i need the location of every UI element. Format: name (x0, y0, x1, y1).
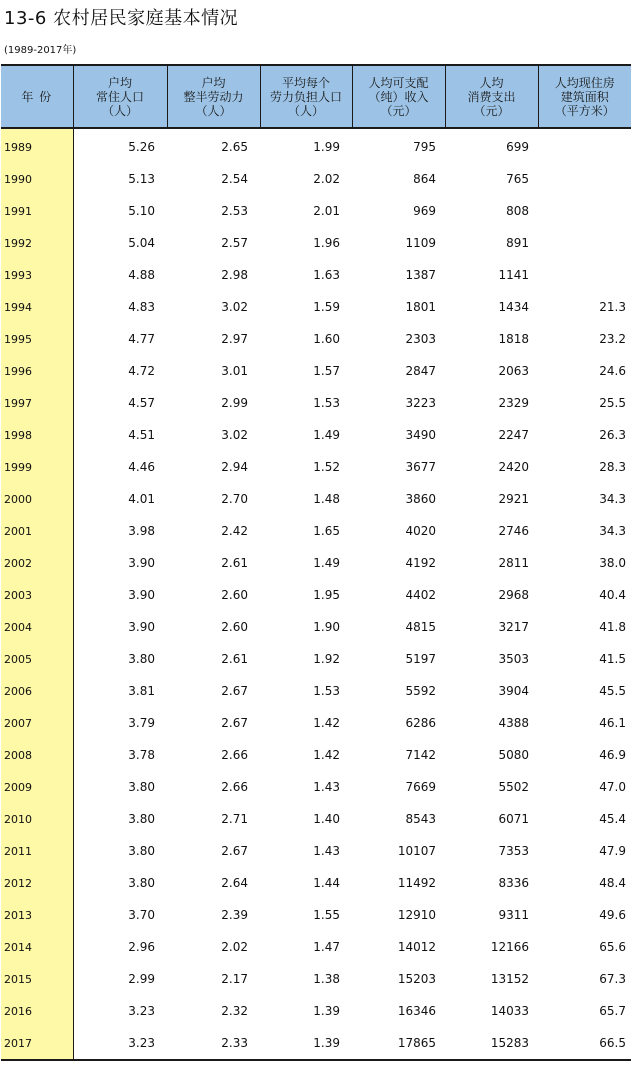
labor-force-cell: 2.66 (221, 748, 248, 762)
household-size-cell: 2.99 (128, 972, 155, 986)
housing-area-cell: 34.3 (599, 524, 626, 538)
header-line: （人） (287, 103, 324, 118)
consumption-cell: 765 (506, 172, 529, 186)
housing-area-cell: 65.6 (599, 940, 626, 954)
income-cell: 4192 (405, 556, 436, 570)
year-cell: 1991 (1, 195, 73, 227)
consumption-cell: 2811 (498, 556, 529, 570)
avg-household-size-header (73, 65, 167, 128)
income-cell: 7142 (405, 748, 436, 762)
dependents-cell: 1.44 (313, 876, 340, 890)
household-size-cell: 3.80 (128, 652, 155, 666)
consumption-cell: 13152 (490, 972, 529, 986)
dependents-cell: 1.43 (313, 780, 340, 794)
table-row (1, 355, 631, 387)
housing-area-cell (538, 128, 631, 163)
year-cell: 1990 (1, 163, 73, 195)
dependents-cell: 1.57 (313, 364, 340, 378)
dependents-cell: 1.49 (313, 556, 340, 570)
year-cell: 1998 (1, 419, 73, 451)
consumption-cell: 5502 (498, 780, 529, 794)
year-cell: 2001 (1, 515, 73, 547)
per-capita-consumption-header (445, 65, 538, 128)
header-line: （元） (473, 103, 510, 118)
header-line: 户均 (201, 75, 226, 90)
consumption-cell: 6071 (498, 812, 529, 826)
consumption-cell: 2420 (498, 460, 529, 474)
rural-household-table (1, 64, 631, 1061)
dependents-cell: 1.99 (313, 140, 340, 154)
dependents-cell: 1.65 (313, 524, 340, 538)
labor-force-cell: 2.53 (221, 204, 248, 218)
household-size-cell: 4.83 (128, 300, 155, 314)
labor-force-cell: 2.94 (221, 460, 248, 474)
housing-area-cell: 24.6 (599, 364, 626, 378)
housing-area-cell: 21.3 (599, 300, 626, 314)
labor-force-cell: 2.66 (221, 780, 248, 794)
consumption-cell: 9311 (498, 908, 529, 922)
table-row (1, 195, 631, 227)
header-line: 消费支出 (467, 89, 516, 104)
labor-force-cell: 3.02 (221, 428, 248, 442)
household-size-cell: 3.80 (128, 876, 155, 890)
table-row (1, 643, 631, 675)
housing-area-cell (538, 227, 631, 259)
consumption-cell: 2063 (498, 364, 529, 378)
income-cell: 864 (413, 172, 436, 186)
header-line: 整半劳动力 (183, 89, 244, 104)
header-line: 人均可支配 (368, 75, 429, 90)
income-cell: 7669 (405, 780, 436, 794)
labor-force-cell: 2.71 (221, 812, 248, 826)
household-size-cell: 3.90 (128, 588, 155, 602)
table-row (1, 867, 631, 899)
income-cell: 4402 (405, 588, 436, 602)
header-line: （平方米） (554, 103, 615, 118)
labor-force-cell: 2.33 (167, 1027, 260, 1060)
table-row (1, 579, 631, 611)
table-row (1, 323, 631, 355)
labor-force-cell: 2.65 (221, 140, 248, 154)
housing-area-cell: 45.5 (599, 684, 626, 698)
labor-force-cell: 2.32 (221, 1004, 248, 1018)
dependents-cell: 1.39 (313, 1004, 340, 1018)
year-cell: 2005 (1, 643, 73, 675)
table-row (1, 128, 631, 163)
housing-area-cell (538, 195, 631, 227)
consumption-cell: 2746 (498, 524, 529, 538)
table-row (1, 451, 631, 483)
year-cell: 2010 (1, 803, 73, 835)
housing-area-cell: 49.6 (599, 908, 626, 922)
housing-area-cell: 25.5 (599, 396, 626, 410)
dependents-cell: 1.92 (313, 652, 340, 666)
consumption-cell: 891 (506, 236, 529, 250)
household-size-cell: 4.51 (128, 428, 155, 442)
dependents-cell: 1.60 (313, 332, 340, 346)
housing-area-cell: 23.2 (599, 332, 626, 346)
housing-area-cell: 41.8 (599, 620, 626, 634)
consumption-cell: 808 (506, 204, 529, 218)
year-cell: 2004 (1, 611, 73, 643)
household-size-cell: 3.90 (128, 556, 155, 570)
household-size-cell: 5.13 (128, 172, 155, 186)
header-line: 劳力负担人口 (269, 89, 342, 104)
consumption-cell: 2921 (498, 492, 529, 506)
housing-area-cell (538, 163, 631, 195)
housing-area-cell: 46.1 (599, 716, 626, 730)
labor-force-cell: 2.42 (221, 524, 248, 538)
household-size-cell: 3.78 (128, 748, 155, 762)
dependents-cell: 1.39 (260, 1027, 352, 1060)
income-cell: 5197 (405, 652, 436, 666)
consumption-cell: 8336 (498, 876, 529, 890)
consumption-cell: 3503 (498, 652, 529, 666)
household-size-cell: 3.80 (128, 812, 155, 826)
income-cell: 11492 (397, 876, 436, 890)
dependents-cell: 1.43 (313, 844, 340, 858)
income-cell: 1387 (405, 268, 436, 282)
labor-force-cell: 2.99 (221, 396, 248, 410)
year-cell: 2007 (1, 707, 73, 739)
dependents-per-laborer-header (260, 65, 352, 128)
year-cell: 2017 (1, 1027, 73, 1060)
income-cell: 4020 (405, 524, 436, 538)
dependents-cell: 1.49 (313, 428, 340, 442)
housing-area-cell: 48.4 (599, 876, 626, 890)
year-cell: 1994 (1, 291, 73, 323)
consumption-cell: 3904 (498, 684, 529, 698)
header-line: 年 份 (21, 89, 53, 104)
dependents-cell: 1.95 (313, 588, 340, 602)
table-row (1, 1027, 631, 1060)
dependents-cell: 1.53 (313, 684, 340, 698)
avg-labor-force-header (167, 65, 260, 128)
dependents-cell: 1.48 (313, 492, 340, 506)
housing-area-cell: 66.5 (538, 1027, 631, 1060)
housing-area-cell: 40.4 (599, 588, 626, 602)
consumption-cell: 14033 (490, 1004, 529, 1018)
year-cell: 1993 (1, 259, 73, 291)
dependents-cell: 1.52 (313, 460, 340, 474)
housing-area-cell: 47.9 (599, 844, 626, 858)
year-cell: 2008 (1, 739, 73, 771)
consumption-cell: 2247 (498, 428, 529, 442)
labor-force-cell: 2.70 (221, 492, 248, 506)
income-cell: 2847 (405, 364, 436, 378)
income-cell: 4815 (405, 620, 436, 634)
dependents-cell: 1.42 (313, 748, 340, 762)
consumption-cell: 1141 (498, 268, 529, 282)
dependents-cell: 2.01 (313, 204, 340, 218)
household-size-cell: 5.04 (128, 236, 155, 250)
household-size-cell: 2.96 (128, 940, 155, 954)
income-cell: 969 (413, 204, 436, 218)
dependents-cell: 1.90 (313, 620, 340, 634)
year-cell: 1996 (1, 355, 73, 387)
household-size-cell: 3.90 (128, 620, 155, 634)
header-row (1, 65, 631, 128)
household-size-cell: 4.88 (128, 268, 155, 282)
year-header (1, 65, 73, 128)
household-size-cell: 3.79 (128, 716, 155, 730)
income-cell: 8543 (405, 812, 436, 826)
household-size-cell: 3.98 (128, 524, 155, 538)
household-size-cell: 4.72 (128, 364, 155, 378)
income-cell: 17865 (352, 1027, 445, 1060)
income-cell: 3223 (405, 396, 436, 410)
housing-area-cell: 26.3 (599, 428, 626, 442)
household-size-cell: 3.80 (128, 780, 155, 794)
housing-area-cell: 47.0 (599, 780, 626, 794)
income-cell: 3677 (405, 460, 436, 474)
table-row (1, 739, 631, 771)
header-line: 人均 (479, 75, 504, 90)
header-line: 户均 (107, 75, 132, 90)
household-size-cell: 4.46 (128, 460, 155, 474)
household-size-cell: 5.26 (128, 140, 155, 154)
consumption-cell: 3217 (498, 620, 529, 634)
per-capita-income-header (352, 65, 445, 128)
household-size-cell: 3.23 (128, 1004, 155, 1018)
labor-force-cell: 2.98 (221, 268, 248, 282)
housing-area-cell: 41.5 (599, 652, 626, 666)
consumption-cell: 699 (506, 140, 529, 154)
table-row (1, 963, 631, 995)
consumption-cell: 2329 (498, 396, 529, 410)
income-cell: 6286 (405, 716, 436, 730)
labor-force-cell: 2.60 (221, 620, 248, 634)
year-cell: 2003 (1, 579, 73, 611)
header-line: （人） (101, 103, 138, 118)
income-cell: 1109 (405, 236, 436, 250)
year-cell: 1997 (1, 387, 73, 419)
header-line: 建筑面积 (560, 89, 609, 104)
labor-force-cell: 2.54 (221, 172, 248, 186)
income-cell: 12910 (397, 908, 436, 922)
header-line: （人） (195, 103, 232, 118)
header-line: （纯）收入 (368, 89, 429, 104)
consumption-cell: 1434 (498, 300, 529, 314)
housing-area-cell (538, 259, 631, 291)
table-row (1, 419, 631, 451)
consumption-cell: 12166 (490, 940, 529, 954)
table-row (1, 803, 631, 835)
income-cell: 3860 (405, 492, 436, 506)
income-cell: 15203 (397, 972, 436, 986)
household-size-cell: 3.70 (128, 908, 155, 922)
year-cell: 1999 (1, 451, 73, 483)
dependents-cell: 1.59 (313, 300, 340, 314)
household-size-cell: 4.77 (128, 332, 155, 346)
consumption-cell: 1818 (498, 332, 529, 346)
table-row (1, 483, 631, 515)
consumption-cell: 7353 (498, 844, 529, 858)
labor-force-cell: 2.17 (221, 972, 248, 986)
labor-force-cell: 2.61 (221, 652, 248, 666)
dependents-cell: 1.42 (313, 716, 340, 730)
header-line: 平均每个 (281, 75, 330, 90)
income-cell: 16346 (397, 1004, 436, 1018)
dependents-cell: 1.96 (313, 236, 340, 250)
dependents-cell: 1.40 (313, 812, 340, 826)
labor-force-cell: 3.01 (221, 364, 248, 378)
housing-area-cell: 34.3 (599, 492, 626, 506)
housing-area-cell: 65.7 (599, 1004, 626, 1018)
table-row (1, 291, 631, 323)
household-size-cell: 5.10 (128, 204, 155, 218)
labor-force-cell: 2.57 (221, 236, 248, 250)
income-cell: 2303 (405, 332, 436, 346)
header-line: （元） (380, 103, 417, 118)
header-line: 人均现住房 (554, 75, 615, 90)
dependents-cell: 1.47 (313, 940, 340, 954)
year-cell: 2016 (1, 995, 73, 1027)
dependents-cell: 1.63 (313, 268, 340, 282)
table-row (1, 835, 631, 867)
consumption-cell: 2968 (498, 588, 529, 602)
header-line: 常住人口 (95, 89, 144, 104)
table-row (1, 259, 631, 291)
income-cell: 3490 (405, 428, 436, 442)
table-row (1, 163, 631, 195)
dependents-cell: 1.53 (313, 396, 340, 410)
labor-force-cell: 2.67 (221, 844, 248, 858)
household-size-cell: 3.23 (73, 1027, 167, 1060)
table-row (1, 515, 631, 547)
year-cell: 2015 (1, 963, 73, 995)
table-row (1, 707, 631, 739)
year-cell: 2013 (1, 899, 73, 931)
year-cell: 2012 (1, 867, 73, 899)
income-cell: 10107 (397, 844, 436, 858)
housing-area-cell: 45.4 (599, 812, 626, 826)
table-row (1, 611, 631, 643)
housing-area-cell: 38.0 (599, 556, 626, 570)
year-cell: 1992 (1, 227, 73, 259)
consumption-cell: 5080 (498, 748, 529, 762)
labor-force-cell: 2.97 (221, 332, 248, 346)
table-row (1, 931, 631, 963)
year-cell: 2014 (1, 931, 73, 963)
housing-area-cell: 46.9 (599, 748, 626, 762)
year-cell: 1989 (1, 128, 73, 163)
consumption-cell: 15283 (445, 1027, 538, 1060)
housing-area-cell: 28.3 (599, 460, 626, 474)
labor-force-cell: 2.60 (221, 588, 248, 602)
table-body (1, 128, 631, 1060)
household-size-cell: 4.01 (128, 492, 155, 506)
table-row (1, 547, 631, 579)
table-row (1, 899, 631, 931)
income-cell: 795 (413, 140, 436, 154)
per-capita-housing-area-header (538, 65, 631, 128)
labor-force-cell: 2.39 (221, 908, 248, 922)
household-size-cell: 4.57 (128, 396, 155, 410)
year-cell: 2009 (1, 771, 73, 803)
table-row (1, 387, 631, 419)
household-size-cell: 3.80 (128, 844, 155, 858)
labor-force-cell: 2.61 (221, 556, 248, 570)
housing-area-cell: 67.3 (599, 972, 626, 986)
table-row (1, 771, 631, 803)
page-title: 13-6 农村居民家庭基本情况 (4, 8, 239, 29)
labor-force-cell: 3.02 (221, 300, 248, 314)
consumption-cell: 4388 (498, 716, 529, 730)
year-cell: 2011 (1, 835, 73, 867)
year-cell: 1995 (1, 323, 73, 355)
dependents-cell: 1.38 (313, 972, 340, 986)
table-row (1, 227, 631, 259)
income-cell: 5592 (405, 684, 436, 698)
labor-force-cell: 2.67 (221, 716, 248, 730)
year-cell: 2002 (1, 547, 73, 579)
labor-force-cell: 2.02 (221, 940, 248, 954)
dependents-cell: 2.02 (313, 172, 340, 186)
dependents-cell: 1.55 (313, 908, 340, 922)
labor-force-cell: 2.64 (221, 876, 248, 890)
year-cell: 2000 (1, 483, 73, 515)
year-cell: 2006 (1, 675, 73, 707)
table-row (1, 675, 631, 707)
labor-force-cell: 2.67 (221, 684, 248, 698)
year-range-subtitle: (1989-2017年) (4, 45, 77, 56)
household-size-cell: 3.81 (128, 684, 155, 698)
income-cell: 14012 (397, 940, 436, 954)
income-cell: 1801 (405, 300, 436, 314)
table-row (1, 995, 631, 1027)
